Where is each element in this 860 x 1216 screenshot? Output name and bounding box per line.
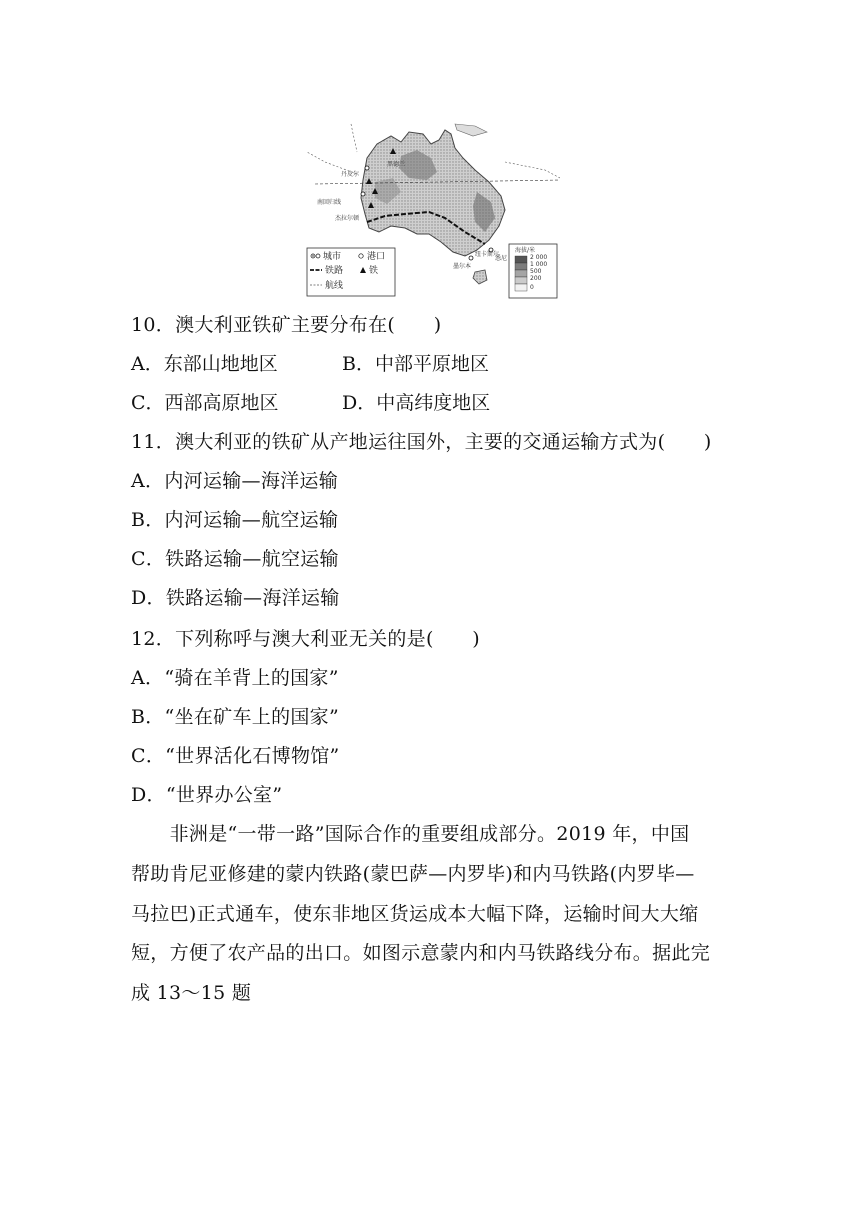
question-10-option-d: D．中高纬度地区	[342, 392, 491, 414]
label-sydney: 悉尼	[495, 255, 508, 262]
legend-route-label: 航线	[325, 281, 344, 291]
legend-railway-label: 铁路	[325, 266, 344, 276]
question-12-option-a: A．“骑在羊背上的国家”	[131, 667, 339, 689]
elevation-level: 2 000	[530, 254, 548, 261]
question-12-stem: 12．下列称呼与澳大利亚无关的是( )	[131, 628, 481, 650]
label-newcastle: 纽卡斯尔	[475, 251, 500, 258]
passage-line: 短，方便了农产品的出口。如图示意蒙内和内马铁路线分布。据此完	[131, 942, 711, 964]
label-port-hedland: 黑德兰	[387, 161, 406, 168]
australia-map-figure	[305, 122, 560, 300]
legend-port-label: 港口	[367, 252, 386, 262]
passage-line: 成 13～15 题	[131, 982, 252, 1004]
question-10-option-c: C．西部高原地区	[131, 392, 279, 414]
question-11-option-c: C．铁路运输—航空运输	[131, 548, 339, 570]
elevation-level: 0	[530, 284, 534, 291]
label-tropic: 南回归线	[317, 199, 342, 206]
question-11-option-d: D．铁路运输—海洋运输	[131, 587, 340, 609]
question-10-option-a: A．东部山地地区	[131, 353, 278, 375]
legend-iron-label: 铁	[369, 266, 379, 276]
elevation-legend	[509, 244, 557, 298]
passage-line: 非洲是“一带一路”国际合作的重要组成部分。2019 年，中国	[131, 823, 690, 845]
elevation-level: 200	[530, 275, 542, 282]
elevation-level: 500	[530, 268, 542, 275]
elevation-legend-title: 海拔/米	[515, 247, 536, 254]
question-12-option-d: D．“世界办公室”	[131, 784, 283, 806]
question-12-option-b: B．“坐在矿车上的国家”	[131, 706, 339, 728]
question-11-option-a: A．内河运输—海洋运输	[131, 470, 339, 492]
passage-line: 马拉巴)正式通车，使东非地区货运成本大幅下降，运输时间大大缩	[131, 903, 699, 925]
question-12-option-c: C．“世界活化石博物馆”	[131, 745, 340, 767]
question-11-option-b: B．内河运输—航空运输	[131, 509, 339, 531]
elevation-level: 1 000	[530, 261, 548, 268]
passage-line: 帮助肯尼亚修建的蒙内铁路(蒙巴萨—内罗毕)和内马铁路(内罗毕—	[131, 863, 695, 885]
legend-city-label: 城市	[323, 252, 342, 262]
question-10-stem: 10．澳大利亚铁矿主要分布在( )	[131, 314, 442, 336]
map-legend	[307, 248, 395, 296]
question-11-stem: 11．澳大利亚的铁矿从产地运往国外，主要的交通运输方式为( )	[131, 431, 712, 453]
question-10-option-b: B．中部平原地区	[342, 353, 489, 375]
label-geraldton: 杰拉尔顿	[335, 215, 360, 222]
label-dampier: 丹皮尔	[341, 171, 360, 178]
label-melbourne: 墨尔本	[453, 263, 472, 270]
